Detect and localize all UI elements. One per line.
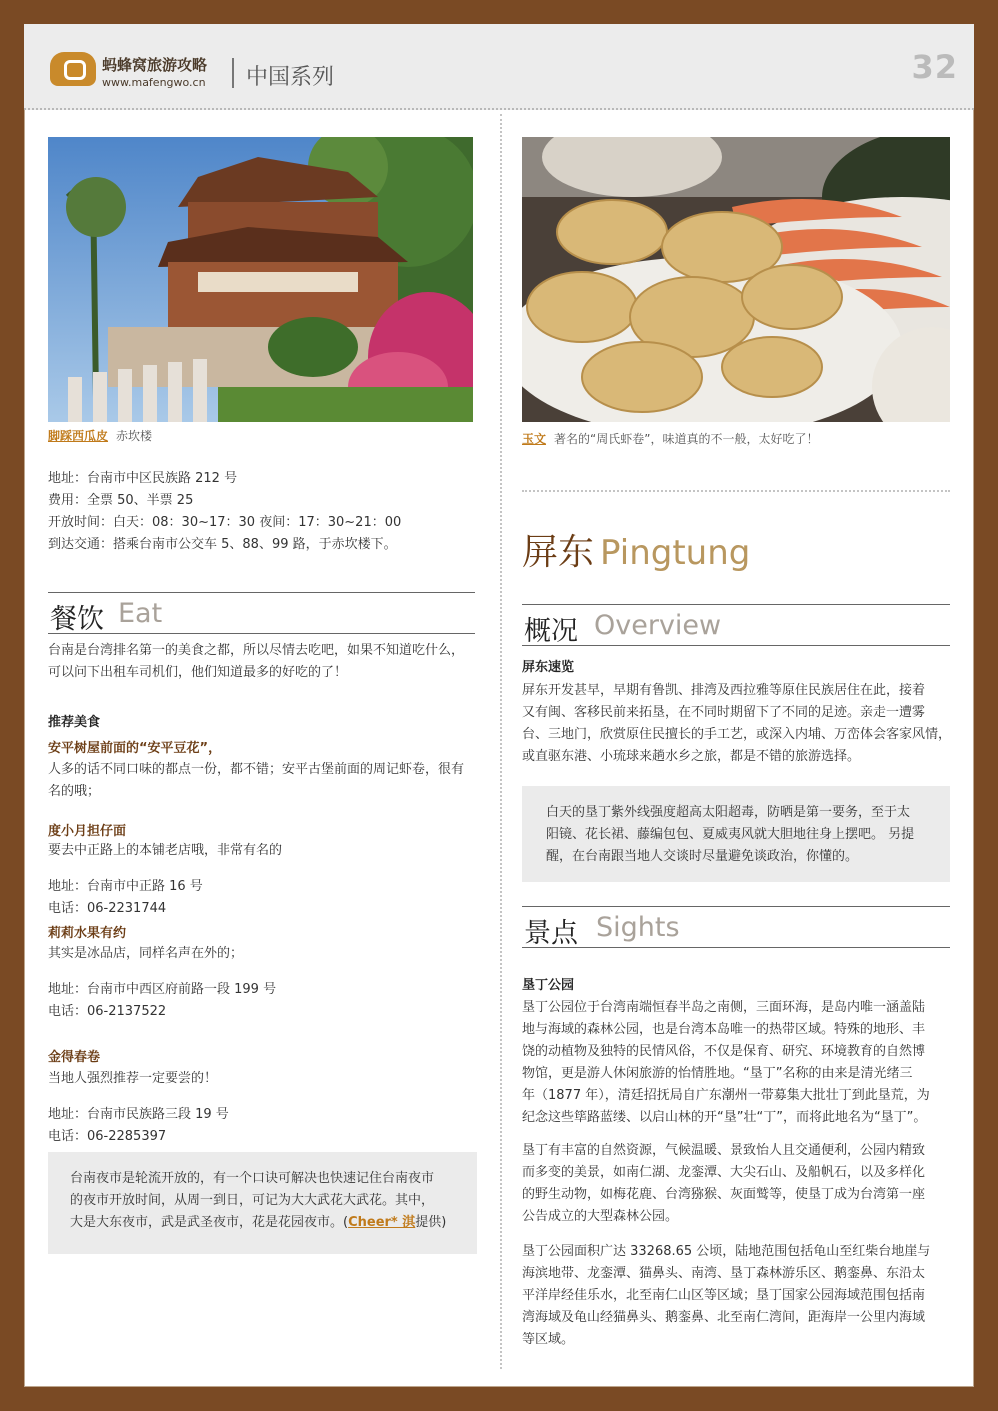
shrimp-roll-photo (522, 137, 950, 422)
eat-section-heading (48, 592, 475, 634)
paragraph-line: 垦丁有丰富的自然资源，气候温暖、景致怡人且交通便利，公园内精致 (522, 1143, 926, 1158)
food-address: 地址：台南市中西区府前路一段 199 号 (48, 982, 277, 997)
eat-intro-line: 台南是台湾排名第一的美食之都，所以尽情去吃吧，如果不知道吃什么， (48, 643, 465, 658)
kenting-paragraph-2 (522, 1140, 950, 1228)
food-item-desc (48, 840, 478, 862)
food-item-name: 度小月担仔面 (48, 824, 127, 839)
recommended-food-heading: 推荐美食 (48, 715, 101, 730)
food-item-name: 莉莉水果有约 (48, 926, 127, 941)
food-desc-line: 人多的话不同口味的都点一份，都不错；安平古堡前面的周记虾卷，很有 (48, 762, 465, 777)
info-line: 费用：全票 50、半票 25 (48, 493, 194, 508)
paragraph-line: 的野生动物，如梅花鹿、台湾猕猴、灰面鹫等，使垦丁成为台湾第一座 (522, 1187, 926, 1202)
info-line: 到达交通：搭乘台南市公交车 5、88、99 路，于赤坎楼下。 (48, 537, 397, 552)
food-phone: 电话：06-2285397 (48, 1129, 167, 1144)
page-number: 32 (911, 48, 958, 86)
chikan-tower-photo (48, 137, 473, 422)
sights-heading-zh: 景点 (524, 918, 578, 949)
paragraph-line: 垦丁公园位于台湾南端恒春半岛之南侧，三面环海，是岛内唯一涵盖陆 (522, 1000, 926, 1015)
food-item-desc (48, 1068, 478, 1090)
dotted-separator (522, 490, 950, 492)
paragraph-line: 纪念这些筚路蓝缕、以启山林的开“垦”壮“丁”，而将此地名为“垦丁”。 (522, 1110, 927, 1125)
food-address: 地址：台南市中正路 16 号 (48, 879, 203, 894)
photographer-link[interactable]: 脚踩西瓜皮 (48, 429, 109, 443)
overview-section-heading (522, 604, 950, 646)
food-item-contact (48, 876, 478, 920)
sights-section-heading (522, 906, 950, 948)
region-title-zh: 屏东 (522, 532, 595, 573)
overview-text (522, 680, 950, 768)
tip-line: 白天的垦丁紫外线强度超高太阳超毒，防晒是第一要务，至于太 (546, 805, 911, 820)
kenting-paragraph-1 (522, 997, 950, 1129)
tip-text: 大是大东夜市，武是武圣夜市，花是花园夜市。( (70, 1215, 349, 1230)
right-photo-caption (522, 430, 818, 447)
paragraph-line: 湾海域及龟山经猫鼻头、鹅銮鼻、北至南仁湾间，距海岸一公里内海域 (522, 1310, 926, 1325)
paragraph-line: 地与海域的森林公园，也是台湾本岛唯一的热带区域。特殊的地形、丰 (522, 1022, 926, 1037)
food-item-desc (48, 759, 478, 803)
food-item-name: 安平树屋前面的“安平豆花”， (48, 741, 222, 756)
paragraph-line: 而多变的美景，如南仁湖、龙銮潭、大尖石山、及船帆石，以及多样化 (522, 1165, 926, 1180)
eat-heading-en: Eat (118, 598, 163, 629)
tip-line: 醒，在台南跟当地人交谈时尽量避免谈政治，你懂的。 (546, 849, 859, 864)
eat-intro (48, 640, 473, 684)
paragraph-line: 等区域。 (522, 1332, 575, 1347)
tip-line: 台南夜市是轮流开放的，有一个口诀可解决也快速记住台南夜市 (70, 1171, 435, 1186)
sights-heading-en: Sights (596, 912, 680, 943)
paragraph-line: 物馆，更是游人休闲旅游的怡情胜地。“垦丁”名称的由来是清光绪三 (522, 1066, 913, 1081)
food-item-contact (48, 979, 478, 1023)
night-market-tip (48, 1152, 477, 1254)
paragraph-line: 垦丁公园面积广达 33268.65 公顷，陆地范围包括龟山至红柴台地崖与 (522, 1244, 931, 1259)
paragraph-line: 海滨地带、龙銮潭、猫鼻头、南湾、垦丁森林游乐区、鹅銮鼻、东沿太 (522, 1266, 926, 1281)
info-line: 开放时间：白天：08：30~17：30 夜间：17：30~21：00 (48, 515, 402, 530)
kenting-paragraph-3 (522, 1241, 950, 1351)
credit-link[interactable]: Cheer* 淇 (348, 1215, 416, 1230)
sun-safety-tip (522, 786, 950, 882)
column-divider (500, 114, 502, 1369)
food-phone: 电话：06-2231744 (48, 901, 167, 916)
mafengwo-logo-icon (50, 52, 96, 86)
left-photo-caption (48, 427, 152, 444)
eat-heading-zh: 餐饮 (50, 604, 104, 635)
header-separator (232, 58, 234, 88)
kenting-subheading: 垦丁公园 (522, 978, 575, 993)
food-desc-line: 其实是冰品店，同样名声在外的； (48, 946, 244, 961)
page (24, 24, 974, 1387)
food-item-name: 金得春卷 (48, 1050, 101, 1065)
food-item-contact (48, 1104, 478, 1148)
info-line: 地址：台南市中区民族路 212 号 (48, 471, 238, 486)
paragraph-line: 平洋岸经佳乐水，北至南仁山区等区域；垦丁国家公园海域范围包括南 (522, 1288, 926, 1303)
chikan-info (48, 468, 468, 556)
page-header (24, 24, 974, 110)
overview-subheading: 屏东速览 (522, 660, 575, 675)
overview-heading-zh: 概况 (524, 616, 578, 647)
brand-url: www.mafengwo.cn (102, 76, 206, 89)
region-title (522, 524, 750, 575)
eat-intro-line: 可以问下出租车司机们，他们知道最多的好吃的了！ (48, 665, 348, 680)
brand-name: 蚂蜂窝旅游攻略 (102, 56, 208, 74)
caption-text: 赤坎楼 (116, 429, 153, 443)
paragraph-line: 饶的动植物及独特的民情风俗，不仅是保育、研究、环境教育的自然博 (522, 1044, 926, 1059)
food-desc-line: 名的哦； (48, 784, 101, 799)
region-title-en: Pingtung (600, 533, 751, 573)
overview-line: 或直驱东港、小琉球来趟水乡之旅，都是不错的旅游选择。 (522, 749, 861, 764)
photographer-link[interactable]: 玉文 (522, 432, 547, 446)
tip-line: 的夜市开放时间，从周一到日，可记为大大武花大武花。其中， (70, 1193, 435, 1208)
food-phone: 电话：06-2137522 (48, 1004, 167, 1019)
paragraph-line: 公告成立的大型森林公园。 (522, 1209, 679, 1224)
tip-line: 阳镜、花长裙、藤编包包、夏威夷风就大胆地往身上摆吧。 另提 (546, 827, 915, 842)
overview-heading-en: Overview (594, 610, 722, 641)
overview-line: 台、三地门，欣赏原住民擅长的手工艺，或深入内埔、万峦体会客家风情， (522, 727, 952, 742)
series-title: 中国系列 (246, 65, 335, 90)
food-desc-line: 当地人强烈推荐一定要尝的！ (48, 1071, 218, 1086)
food-address: 地址：台南市民族路三段 19 号 (48, 1107, 229, 1122)
overview-line: 屏东开发甚早，早期有鲁凯、排湾及西拉雅等原住民族居住在此，接着 (522, 683, 926, 698)
tip-line (70, 1212, 462, 1234)
overview-line: 又有闽、客移民前来拓垦，在不同时期留下了不同的足迹。亲走一遭雾 (522, 705, 926, 720)
food-desc-line: 要去中正路上的本铺老店哦，非常有名的 (48, 843, 283, 858)
paragraph-line: 年（1877 年），清廷招抚局自广东潮州一带募集大批壮丁到此垦荒，为 (522, 1088, 930, 1103)
tip-text: 提供) (415, 1215, 447, 1230)
caption-text: 著名的“周氏虾卷”，味道真的不一般，太好吃了！ (554, 432, 819, 446)
food-item-desc (48, 943, 478, 965)
